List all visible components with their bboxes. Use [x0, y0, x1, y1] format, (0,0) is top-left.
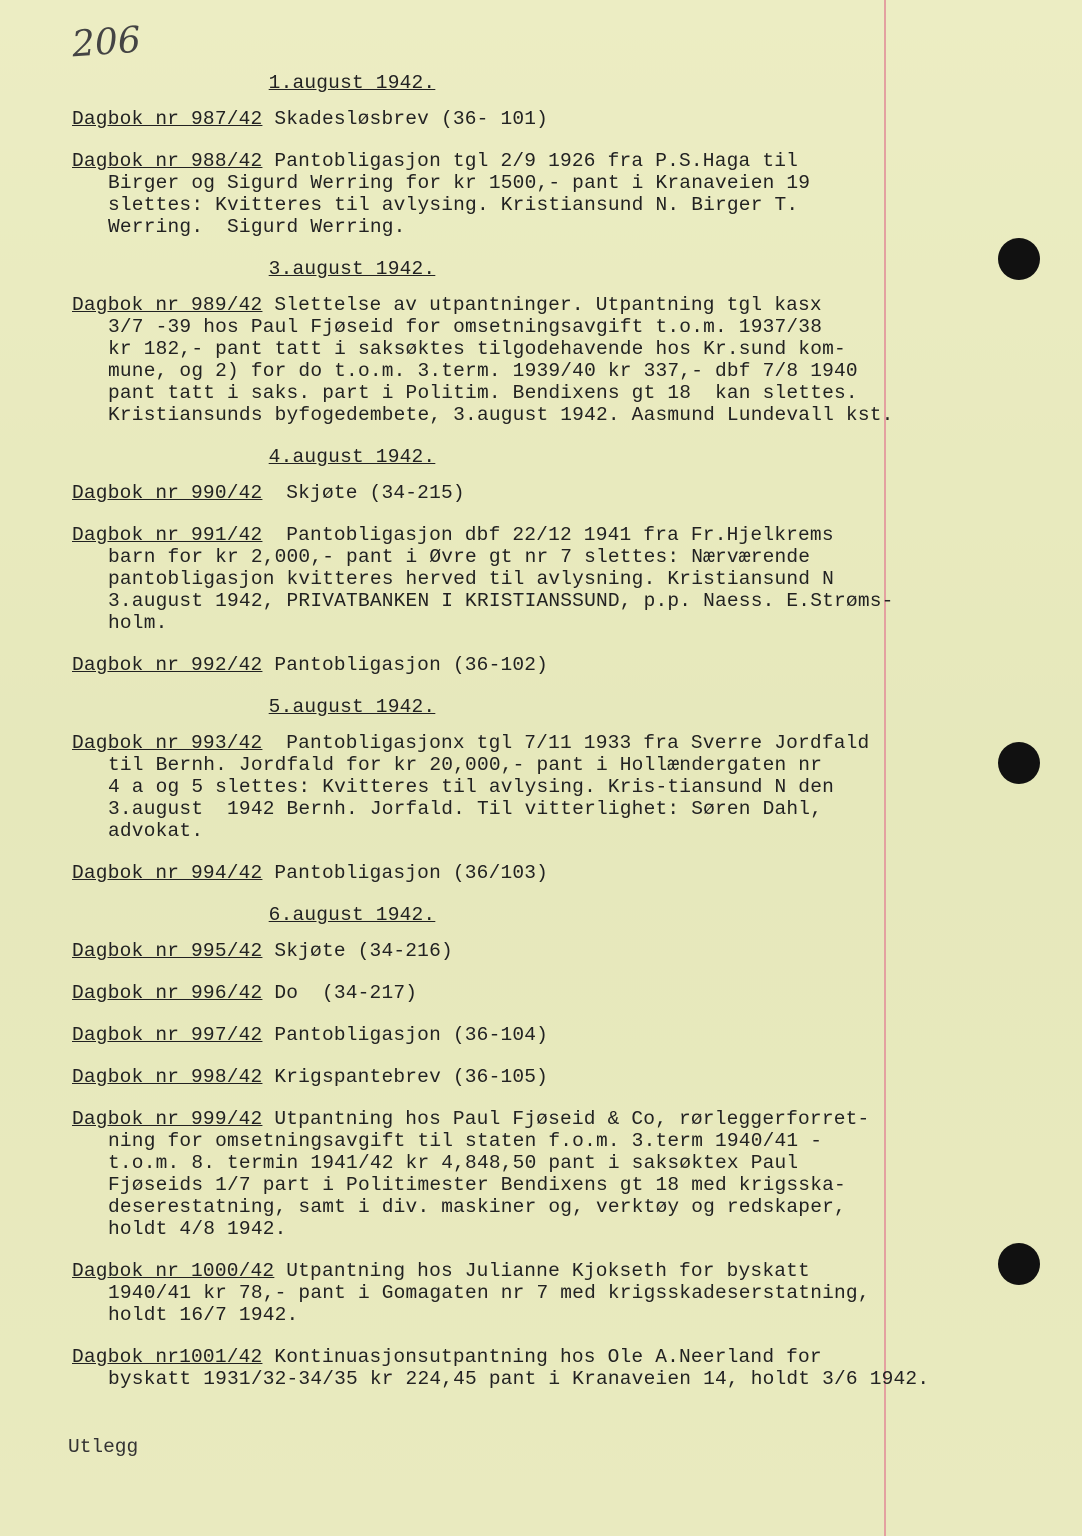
- ledger-entry: [72, 524, 952, 634]
- entry-text: Kontinuasjonsutpantning hos Ole A.Neerland for: [262, 1346, 822, 1368]
- ledger-entry: [72, 108, 952, 130]
- entry-line: [72, 108, 952, 130]
- entry-reference: Dagbok nr 999/42: [72, 1108, 263, 1130]
- ledger-entry: [72, 150, 952, 238]
- ledger-entry: [72, 1260, 952, 1326]
- entry-line: [72, 338, 952, 360]
- entry-reference: Dagbok nr 992/42: [72, 654, 263, 676]
- entry-line: [72, 524, 952, 546]
- entry-text: Skadesløsbrev (36- 101): [262, 108, 549, 130]
- entry-text: t.o.m. 8. termin 1941/42 kr 4,848,50 pant i saksøktex Paul: [108, 1152, 799, 1174]
- entry-line: [72, 754, 952, 776]
- date-heading: [72, 446, 632, 468]
- date-heading: [72, 258, 632, 280]
- entry-reference: Dagbok nr 995/42: [72, 940, 263, 962]
- entry-line: [72, 1152, 952, 1174]
- entry-line: [72, 1218, 952, 1240]
- entry-text: Werring. Sigurd Werring.: [108, 216, 406, 238]
- entry-line: [72, 1368, 952, 1390]
- entry-text: 3.august 1942, PRIVATBANKEN I KRISTIANSSUND, p.p. Naess. E.Strøms-: [108, 590, 894, 612]
- entry-line: [72, 172, 952, 194]
- entry-line: [72, 1346, 952, 1368]
- entry-reference: Dagbok nr 987/42: [72, 108, 263, 130]
- entry-text: til Bernh. Jordfald for kr 20,000,- pant i Hollændergaten nr: [108, 754, 823, 776]
- entry-line: [72, 820, 952, 842]
- entry-line: [72, 1174, 952, 1196]
- entry-text: holdt 16/7 1942.: [108, 1304, 299, 1326]
- date-heading: [72, 72, 632, 94]
- entry-line: [72, 482, 952, 504]
- entry-line: [72, 150, 952, 172]
- date-heading: [72, 904, 632, 926]
- entry-text: Pantobligasjon (36/103): [262, 862, 549, 884]
- entry-reference: Dagbok nr 994/42: [72, 862, 263, 884]
- entry-line: [72, 1304, 952, 1326]
- ledger-entry: [72, 982, 952, 1004]
- ledger-entry: [72, 482, 952, 504]
- entry-text: Utpantning hos Paul Fjøseid & Co, rørleggerforret-: [262, 1108, 870, 1130]
- ledger-entry: [72, 940, 952, 962]
- entry-text: kr 182,- pant tatt i saksøktes tilgodehavende hos Kr.sund kom-: [108, 338, 846, 360]
- entry-text: Fjøseids 1/7 part i Politimester Bendixens gt 18 med krigsska-: [108, 1174, 846, 1196]
- entry-line: [72, 982, 952, 1004]
- entry-line: [72, 776, 952, 798]
- entry-reference: Dagbok nr 993/42: [72, 732, 263, 754]
- entry-line: [72, 1024, 952, 1046]
- entry-text: 3/7 -39 hos Paul Fjøseid for omsetningsavgift t.o.m. 1937/38: [108, 316, 823, 338]
- entry-line: [72, 216, 952, 238]
- entry-line: [72, 546, 952, 568]
- entry-line: [72, 590, 952, 612]
- entry-text: Pantobligasjon (36-104): [262, 1024, 549, 1046]
- entry-text: Pantobligasjon tgl 2/9 1926 fra P.S.Haga til: [262, 150, 799, 172]
- ledger-entry: [72, 654, 952, 676]
- entry-line: [72, 654, 952, 676]
- entry-text: Krigspantebrev (36-105): [262, 1066, 549, 1088]
- entry-text: holm.: [108, 612, 168, 634]
- ledger-entry: [72, 1066, 952, 1088]
- entry-text: Birger og Sigurd Werring for kr 1500,- pant i Kranaveien 19: [108, 172, 811, 194]
- ledger-entry: [72, 862, 952, 884]
- entry-reference: Dagbok nr 996/42: [72, 982, 263, 1004]
- entry-reference: Dagbok nr 989/42: [72, 294, 263, 316]
- entry-text: ning for omsetningsavgift til staten f.o.m. 3.term 1940/41 -: [108, 1130, 823, 1152]
- entry-text: Slettelse av utpantninger. Utpantning tgl kasx: [262, 294, 822, 316]
- date-text: 1.august 1942.: [268, 72, 436, 94]
- date-heading: [72, 696, 632, 718]
- entry-text: Kristiansunds byfogedembete, 3.august 1942. Aasmund Lundevall kst.: [108, 404, 894, 426]
- ledger-content: [72, 58, 952, 1410]
- punch-hole-icon: [998, 1243, 1040, 1285]
- entry-text: Pantobligasjon (36-102): [262, 654, 549, 676]
- page-number: 206: [70, 19, 143, 66]
- entry-reference: Dagbok nr1001/42: [72, 1346, 263, 1368]
- entry-text: pantobligasjon kvitteres herved til avlysning. Kristiansund N: [108, 568, 835, 590]
- entry-text: 1940/41 kr 78,- pant i Gomagaten nr 7 med krigsskadeserstatning,: [108, 1282, 870, 1304]
- entry-line: [72, 194, 952, 216]
- date-text: 4.august 1942.: [268, 446, 436, 468]
- entry-text: pant tatt i saks. part i Politim. Bendixens gt 18 kan slettes.: [108, 382, 858, 404]
- entry-line: [72, 862, 952, 884]
- punch-hole-icon: [998, 742, 1040, 784]
- entry-text: Pantobligasjonx tgl 7/11 1933 fra Sverre Jordfald: [262, 732, 870, 754]
- entry-line: [72, 1260, 952, 1282]
- entry-reference: Dagbok nr 990/42: [72, 482, 263, 504]
- ledger-entry: [72, 1346, 952, 1390]
- entry-text: Skjøte (34-216): [262, 940, 453, 962]
- entry-line: [72, 1282, 952, 1304]
- entry-line: [72, 382, 952, 404]
- ledger-entry: [72, 1024, 952, 1046]
- punch-hole-icon: [998, 238, 1040, 280]
- entry-text: Skjøte (34-215): [262, 482, 465, 504]
- entry-text: Utpantning hos Julianne Kjokseth for byskatt: [274, 1260, 810, 1282]
- ledger-entry: [72, 732, 952, 842]
- entry-text: 3.august 1942 Bernh. Jorfald. Til vitterlighet: Søren Dahl,: [108, 798, 823, 820]
- entry-text: 4 a og 5 slettes: Kvitteres til avlysing. Kris-tiansund N den: [108, 776, 835, 798]
- entry-line: [72, 360, 952, 382]
- entry-line: [72, 294, 952, 316]
- entry-text: deserestatning, samt i div. maskiner og, verktøy og redskaper,: [108, 1196, 846, 1218]
- entry-line: [72, 404, 952, 426]
- entry-line: [72, 1066, 952, 1088]
- entry-text: byskatt 1931/32-34/35 kr 224,45 pant i Kranaveien 14, holdt 3/6 1942.: [108, 1368, 930, 1390]
- date-text: 3.august 1942.: [268, 258, 436, 280]
- entry-reference: Dagbok nr 998/42: [72, 1066, 263, 1088]
- entry-reference: Dagbok nr 991/42: [72, 524, 263, 546]
- entry-reference: Dagbok nr 1000/42: [72, 1260, 275, 1282]
- entry-text: barn for kr 2,000,- pant i Øvre gt nr 7 slettes: Nærværende: [108, 546, 811, 568]
- entry-text: Pantobligasjon dbf 22/12 1941 fra Fr.Hjelkrems: [262, 524, 834, 546]
- entry-text: holdt 4/8 1942.: [108, 1218, 287, 1240]
- entry-reference: Dagbok nr 997/42: [72, 1024, 263, 1046]
- entry-reference: Dagbok nr 988/42: [72, 150, 263, 172]
- entry-line: [72, 940, 952, 962]
- entry-text: slettes: Kvitteres til avlysing. Kristiansund N. Birger T.: [108, 194, 799, 216]
- entry-line: [72, 1130, 952, 1152]
- ledger-entry: [72, 294, 952, 426]
- entry-text: advokat.: [108, 820, 204, 842]
- ledger-entry: [72, 1108, 952, 1240]
- date-text: 5.august 1942.: [268, 696, 436, 718]
- entry-text: mune, og 2) for do t.o.m. 3.term. 1939/40 kr 337,- dbf 7/8 1940: [108, 360, 858, 382]
- entry-line: [72, 1196, 952, 1218]
- entry-line: [72, 798, 952, 820]
- entry-line: [72, 568, 952, 590]
- date-text: 6.august 1942.: [268, 904, 436, 926]
- entry-line: [72, 316, 952, 338]
- footer-text: Utlegg: [68, 1436, 139, 1458]
- entry-text: Do (34-217): [262, 982, 418, 1004]
- entry-line: [72, 612, 952, 634]
- entry-line: [72, 1108, 952, 1130]
- entry-line: [72, 732, 952, 754]
